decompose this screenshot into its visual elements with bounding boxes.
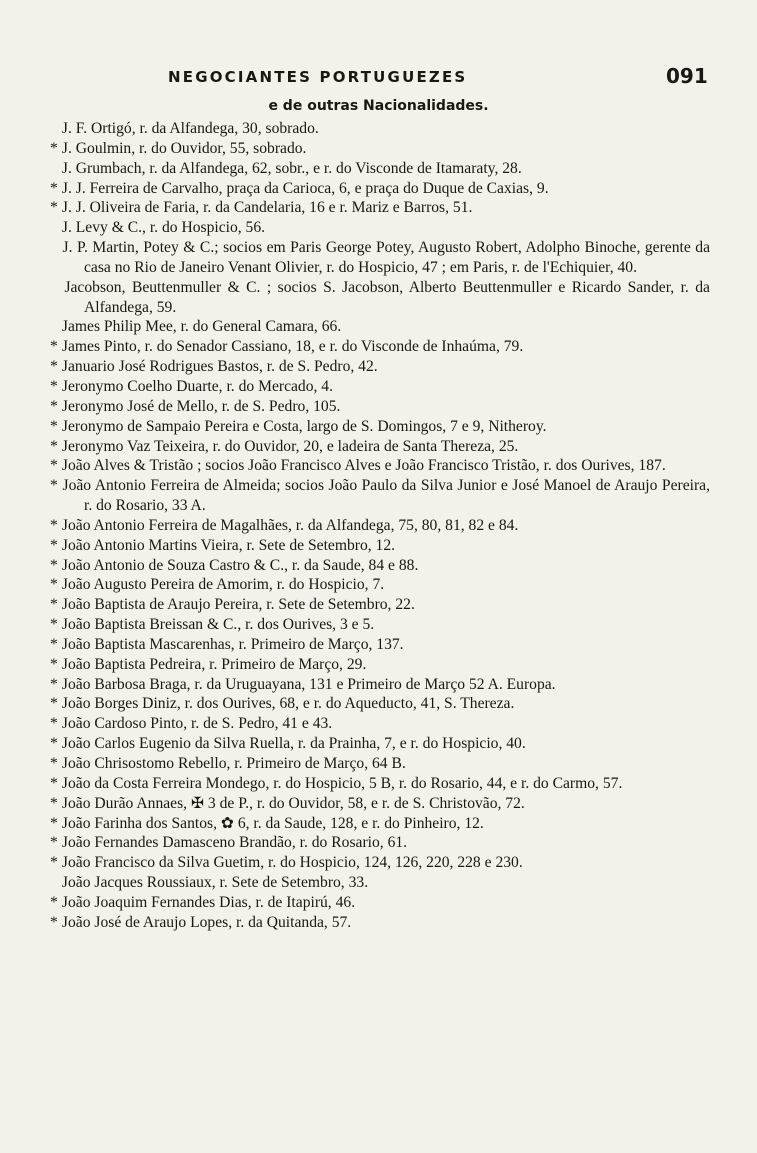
entry-text: João Cardoso Pinto, r. de S. Pedro, 41 e 43.	[61, 715, 333, 733]
merchant-entry	[50, 278, 710, 318]
merchant-entry	[50, 179, 710, 199]
entry-text: João Borges Diniz, r. dos Ourives, 68, e r. do Aqueducto, 41, S. Thereza.	[61, 695, 515, 713]
entry-text: João Antonio de Souza Castro & C., r. da Saude, 84 e 88.	[61, 556, 419, 574]
entry-text: João Jacques Roussiaux, r. Sete de Setembro, 33.	[61, 874, 369, 892]
merchant-entry	[50, 317, 710, 337]
entry-text: J. F. Ortigó, r. da Alfandega, 30, sobrado.	[61, 120, 319, 137]
merchant-entry	[50, 774, 710, 794]
entry-text: Jeronymo José de Mello, r. de S. Pedro, 105.	[61, 397, 341, 415]
merchant-entry	[50, 556, 710, 576]
entry-mark: *	[50, 735, 58, 753]
entry-mark: *	[50, 596, 58, 614]
entry-mark: *	[50, 814, 58, 832]
entry-text: João Farinha dos Santos, ✿ 6, r. da Saude, 128, e r. do Pinheiro, 12.	[61, 814, 484, 832]
entry-text: João Francisco da Silva Guetim, r. do Hospicio, 124, 126, 220, 228 e 230.	[61, 854, 523, 872]
merchant-entry	[50, 754, 710, 774]
merchant-entry	[50, 595, 710, 615]
entry-mark: *	[50, 377, 58, 395]
entry-mark: *	[50, 536, 58, 554]
merchant-entry	[50, 218, 710, 238]
entry-text: João Baptista Breissan & C., r. dos Ourives, 3 e 5.	[61, 616, 375, 634]
merchant-entry	[50, 476, 710, 516]
merchant-entry	[50, 417, 710, 437]
merchant-entry	[50, 139, 710, 159]
merchant-entry	[50, 714, 710, 734]
entry-mark: *	[50, 635, 58, 653]
entry-text: João Alves & Tristão ; socios João Francisco Alves e João Francisco Tristão, r. dos Ourives, 187.	[61, 457, 666, 475]
entry-mark: *	[50, 397, 58, 415]
entry-mark: *	[50, 774, 58, 792]
entry-mark: *	[50, 358, 58, 376]
entry-mark: *	[50, 715, 58, 733]
merchant-entry	[50, 893, 710, 913]
merchant-entry	[50, 159, 710, 179]
merchant-entry	[50, 833, 710, 853]
entry-mark: *	[50, 576, 58, 594]
entry-mark: *	[50, 139, 58, 157]
running-title: NEGOCIANTES PORTUGUEZES	[168, 68, 468, 86]
entry-text: João Joaquim Fernandes Dias, r. de Itapirú, 46.	[61, 893, 356, 911]
entry-mark: *	[50, 477, 58, 495]
entry-text: Jeronymo Vaz Teixeira, r. do Ouvidor, 20, e ladeira de Santa Thereza, 25.	[61, 437, 519, 455]
entry-text: João José de Araujo Lopes, r. da Quitanda, 57.	[61, 913, 352, 931]
entry-text: João Baptista de Araujo Pereira, r. Sete de Setembro, 22.	[61, 596, 415, 614]
entry-text: J. J. Oliveira de Faria, r. da Candelaria, 16 e r. Mariz e Barros, 51.	[61, 199, 473, 217]
merchant-entry	[50, 873, 710, 893]
entry-text: Januario José Rodrigues Bastos, r. de S. Pedro, 42.	[61, 358, 378, 376]
merchant-entry	[50, 575, 710, 595]
entry-text: J. P. Martin, Potey & C.; socios em Paris George Potey, Augusto Robert, Adolpho Binoche, gerente da casa no Rio de Janeiro Venant Olivier, r. do Hospicio, 47 ; em Paris, r. de l'Echiquier, 40.	[62, 239, 710, 276]
merchant-entry	[50, 397, 710, 417]
merchant-entry	[50, 198, 710, 218]
entry-mark: *	[50, 179, 58, 197]
entry-text: J. Grumbach, r. da Alfandega, 62, sobr., e r. do Visconde de Itamaraty, 28.	[61, 159, 522, 177]
page-number: 091	[666, 64, 708, 88]
merchant-entry	[50, 853, 710, 873]
merchant-entry	[50, 456, 710, 476]
entry-mark: *	[50, 616, 58, 634]
entry-mark: *	[50, 675, 58, 693]
entry-mark: *	[50, 556, 58, 574]
entry-text: João Antonio Martins Vieira, r. Sete de Setembro, 12.	[61, 536, 396, 554]
merchant-entry	[50, 437, 710, 457]
entry-mark: *	[50, 417, 58, 435]
entry-text: João Carlos Eugenio da Silva Ruella, r. da Prainha, 7, e r. do Hospicio, 40.	[61, 735, 526, 753]
merchant-entry	[50, 734, 710, 754]
entry-text: João Antonio Ferreira de Almeida; socios João Paulo da Silva Junior e José Manoel de Araujo Pereira, r. do Rosario, 33 A.	[62, 477, 710, 515]
entry-mark: *	[50, 457, 58, 475]
entry-text: João Barbosa Braga, r. da Uruguayana, 131 e Primeiro de Março 52 A. Europa.	[61, 675, 556, 693]
entry-text: João Baptista Mascarenhas, r. Primeiro de Março, 137.	[61, 635, 404, 653]
entry-text: James Pinto, r. do Senador Cassiano, 18, e r. do Visconde de Inhaúma, 79.	[61, 338, 524, 356]
entry-mark: *	[50, 655, 58, 673]
merchant-entry	[50, 357, 710, 377]
merchant-entry	[50, 794, 710, 814]
section-subtitle: e de outras Nacionalidades.	[268, 98, 489, 114]
entry-mark: *	[50, 199, 58, 217]
entry-mark: *	[50, 834, 58, 852]
entry-text: J. Goulmin, r. do Ouvidor, 55, sobrado.	[61, 139, 307, 157]
entry-text: João Augusto Pereira de Amorim, r. do Hospicio, 7.	[61, 576, 385, 594]
entry-text: Jacobson, Beuttenmuller & C. ; socios S. Jacobson, Alberto Beuttenmuller e Ricardo Sander, r. da Alfandega, 59.	[64, 278, 710, 316]
entry-mark: *	[50, 794, 58, 812]
merchant-entry	[50, 615, 710, 635]
entry-text: João Chrisostomo Rebello, r. Primeiro de Março, 64 B.	[61, 755, 406, 772]
entry-mark: *	[50, 755, 58, 772]
entry-text: João Fernandes Damasceno Brandão, r. do Rosario, 61.	[61, 834, 408, 852]
entry-text: Jeronymo de Sampaio Pereira e Costa, largo de S. Domingos, 7 e 9, Nitheroy.	[61, 417, 547, 435]
entry-text: Jeronymo Coelho Duarte, r. do Mercado, 4.	[61, 377, 333, 395]
merchant-entry	[50, 635, 710, 655]
entry-mark: *	[50, 893, 58, 911]
entry-mark: *	[50, 437, 58, 455]
merchant-entry	[50, 238, 710, 278]
entry-text: J. Levy & C., r. do Hospicio, 56.	[61, 219, 266, 237]
merchant-entry	[50, 655, 710, 675]
entry-text: João Antonio Ferreira de Magalhães, r. da Alfandega, 75, 80, 81, 82 e 84.	[61, 516, 519, 534]
page-header	[0, 62, 757, 92]
merchant-entry	[50, 675, 710, 695]
entry-mark: *	[50, 516, 58, 534]
entry-mark: *	[50, 338, 58, 356]
entry-text: James Philip Mee, r. do General Camara, 66.	[61, 318, 342, 336]
entry-text: João da Costa Ferreira Mondego, r. do Hospicio, 5 B, r. do Rosario, 44, e r. do Carmo, 57.	[61, 774, 623, 792]
merchant-entry	[50, 377, 710, 397]
merchant-entry	[50, 536, 710, 556]
merchant-list	[50, 119, 710, 933]
merchant-entry	[50, 913, 710, 933]
merchant-entry	[50, 119, 710, 139]
entry-text: J. J. Ferreira de Carvalho, praça da Carioca, 6, e praça do Duque de Caxias, 9.	[61, 179, 549, 197]
merchant-entry	[50, 814, 710, 834]
entry-text: João Baptista Pedreira, r. Primeiro de Março, 29.	[61, 655, 367, 673]
merchant-entry	[50, 516, 710, 536]
entry-mark: *	[50, 695, 58, 713]
entry-mark: *	[50, 854, 58, 872]
merchant-entry	[50, 694, 710, 714]
entry-mark: *	[50, 913, 58, 931]
entry-text: João Durão Annaes, ✠ 3 de P., r. do Ouvidor, 58, e r. de S. Christovão, 72.	[61, 794, 525, 812]
merchant-entry	[50, 337, 710, 357]
